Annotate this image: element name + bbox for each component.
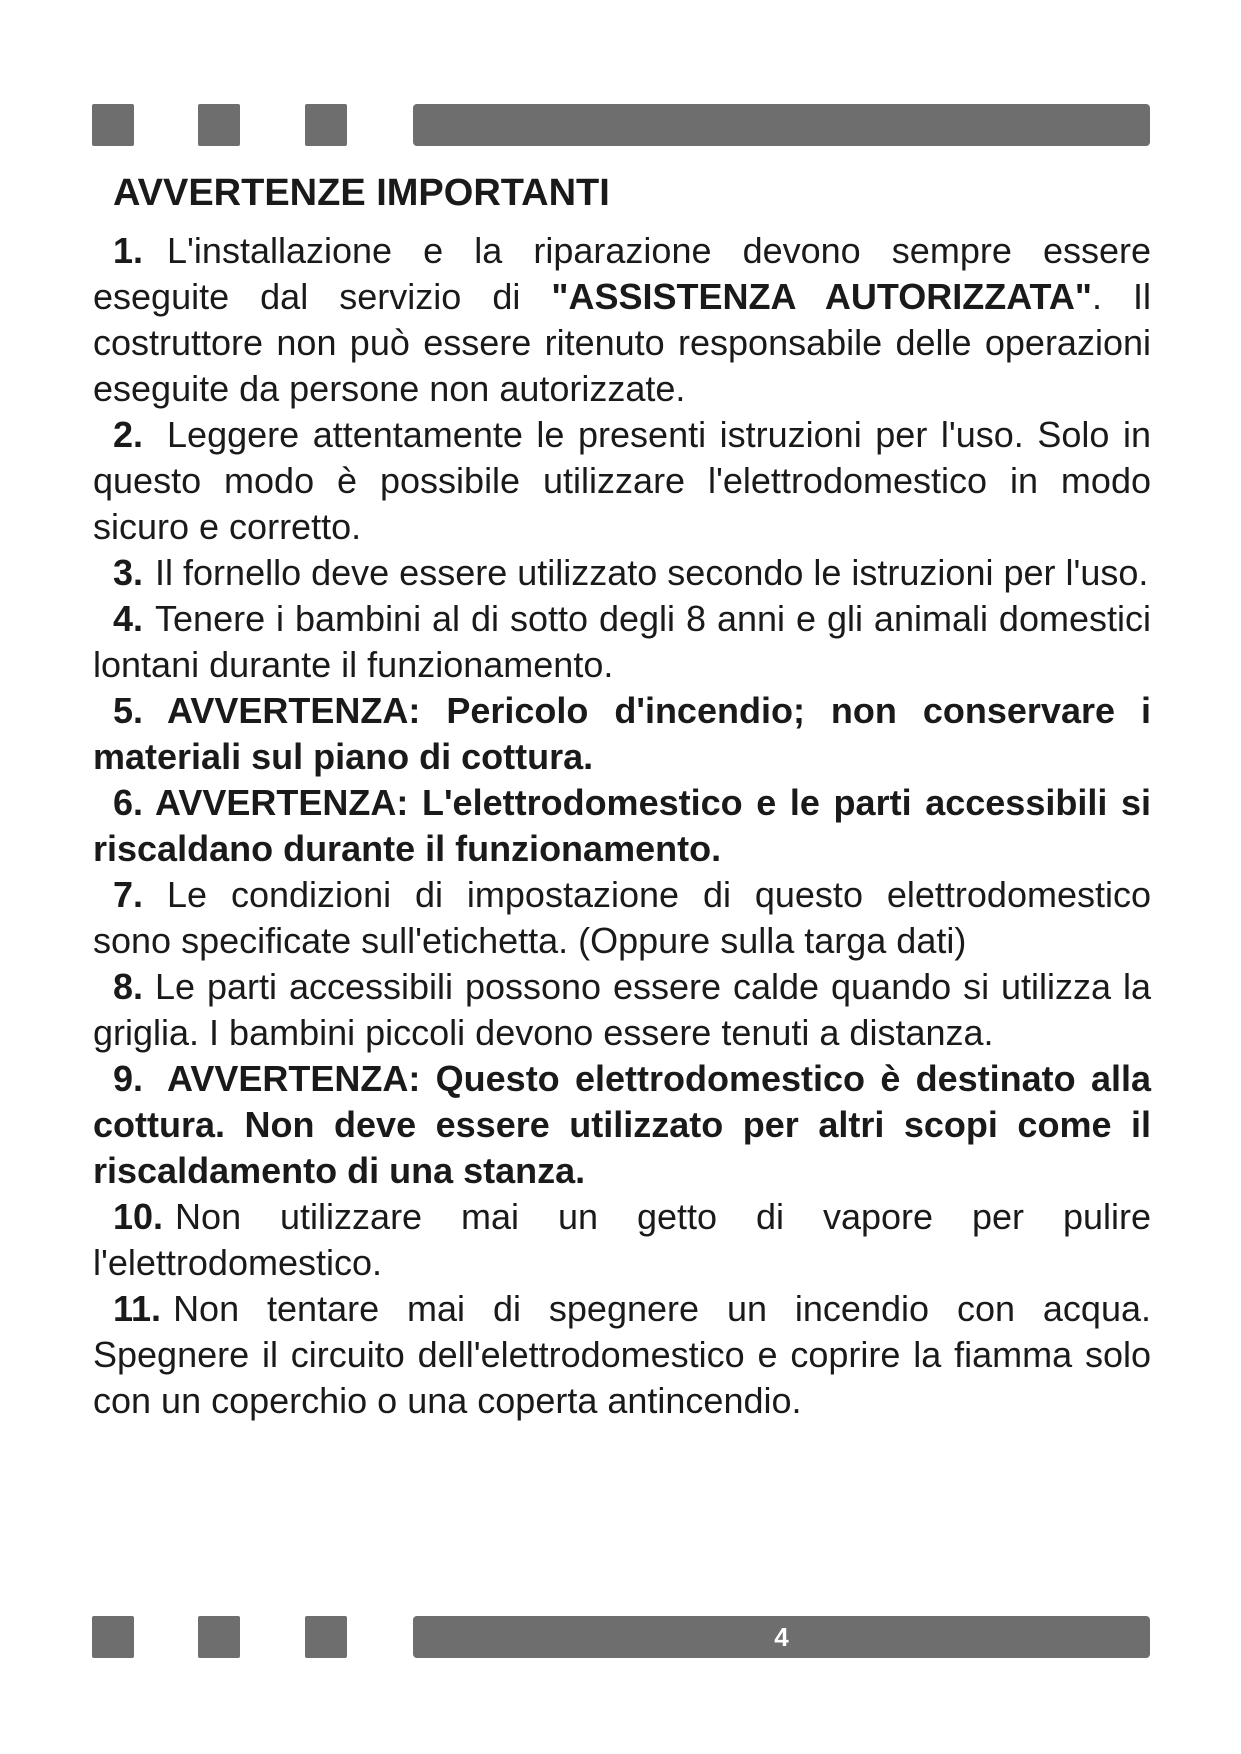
item-number: 9. — [113, 1058, 144, 1099]
footer-square-3 — [305, 1616, 347, 1658]
item-number: 2. — [113, 414, 144, 455]
item-text-post: . Il costruttore non può essere ritenuto responsabile delle operazioni eseguite da persone non autorizzate. — [93, 276, 1151, 409]
warning-item-2 — [93, 412, 1151, 550]
item-number: 8. — [113, 966, 144, 1007]
item-text: AVVERTENZA: Pericolo d'incendio; non conservare i materiali sul piano di cottura. — [93, 690, 1151, 777]
warning-item-6 — [93, 780, 1151, 872]
item-text: Il fornello deve essere utilizzato secondo le istruzioni per l'uso. — [155, 552, 1149, 593]
item-text: Non tentare mai di spegnere un incendio con acqua. Spegnere il circuito dell'elettrodomestico e coprire la fiamma solo con un coperchio o una coperta antincendio. — [93, 1288, 1151, 1421]
item-text-bold: "ASSISTENZA AUTORIZZATA" — [551, 276, 1092, 317]
footer-decoration — [92, 1616, 1150, 1658]
item-number: 5. — [113, 690, 144, 731]
warning-item-1 — [93, 228, 1151, 412]
header-decoration — [92, 104, 1150, 146]
footer-square-1 — [92, 1616, 134, 1658]
header-bar — [413, 104, 1150, 146]
warning-item-10 — [93, 1194, 1151, 1286]
warning-item-4 — [93, 596, 1151, 688]
item-number: 4. — [113, 598, 144, 639]
item-number: 10. — [113, 1196, 164, 1237]
item-text-pre: L'installazione e la riparazione devono sempre essere eseguite dal servizio di — [93, 230, 1151, 317]
footer-square-2 — [198, 1616, 240, 1658]
item-number: 11. — [113, 1288, 162, 1329]
warning-item-5 — [93, 688, 1151, 780]
warning-item-3 — [93, 550, 1151, 596]
header-square-1 — [92, 104, 134, 146]
header-square-3 — [305, 104, 347, 146]
warning-item-11 — [93, 1286, 1151, 1424]
item-text: AVVERTENZA: Questo elettrodomestico è destinato alla cottura. Non deve essere utilizzato per altri scopi come il riscaldamento di una stanza. — [93, 1058, 1151, 1191]
item-text: Le condizioni di impostazione di questo elettrodomestico sono specificate sull'etichetta. (Oppure sulla targa dati) — [93, 874, 1151, 961]
warning-item-9 — [93, 1056, 1151, 1194]
item-number: 1. — [113, 230, 144, 271]
warning-item-8 — [93, 964, 1151, 1056]
page-number: 4 — [774, 1622, 789, 1652]
item-text: Non utilizzare mai un getto di vapore per pulire l'elettrodomestico. — [93, 1196, 1151, 1283]
item-text: Tenere i bambini al di sotto degli 8 anni e gli animali domestici lontani durante il funzionamento. — [93, 598, 1151, 685]
item-number: 7. — [113, 874, 144, 915]
item-text: Leggere attentamente le presenti istruzioni per l'uso. Solo in questo modo è possibile utilizzare l'elettrodomestico in modo sicuro e corretto. — [93, 414, 1151, 547]
page-title: AVVERTENZE IMPORTANTI — [113, 172, 610, 214]
document-body — [93, 168, 1151, 1424]
header-square-2 — [198, 104, 240, 146]
item-number: 3. — [113, 552, 144, 593]
warning-item-7 — [93, 872, 1151, 964]
item-text: Le parti accessibili possono essere calde quando si utilizza la griglia. I bambini piccoli devono essere tenuti a distanza. — [93, 966, 1151, 1053]
item-number: 6. — [113, 782, 144, 823]
footer-bar — [413, 1616, 1150, 1658]
item-text: AVVERTENZA: L'elettrodomestico e le parti accessibili si riscaldano durante il funzionamento. — [93, 782, 1151, 869]
